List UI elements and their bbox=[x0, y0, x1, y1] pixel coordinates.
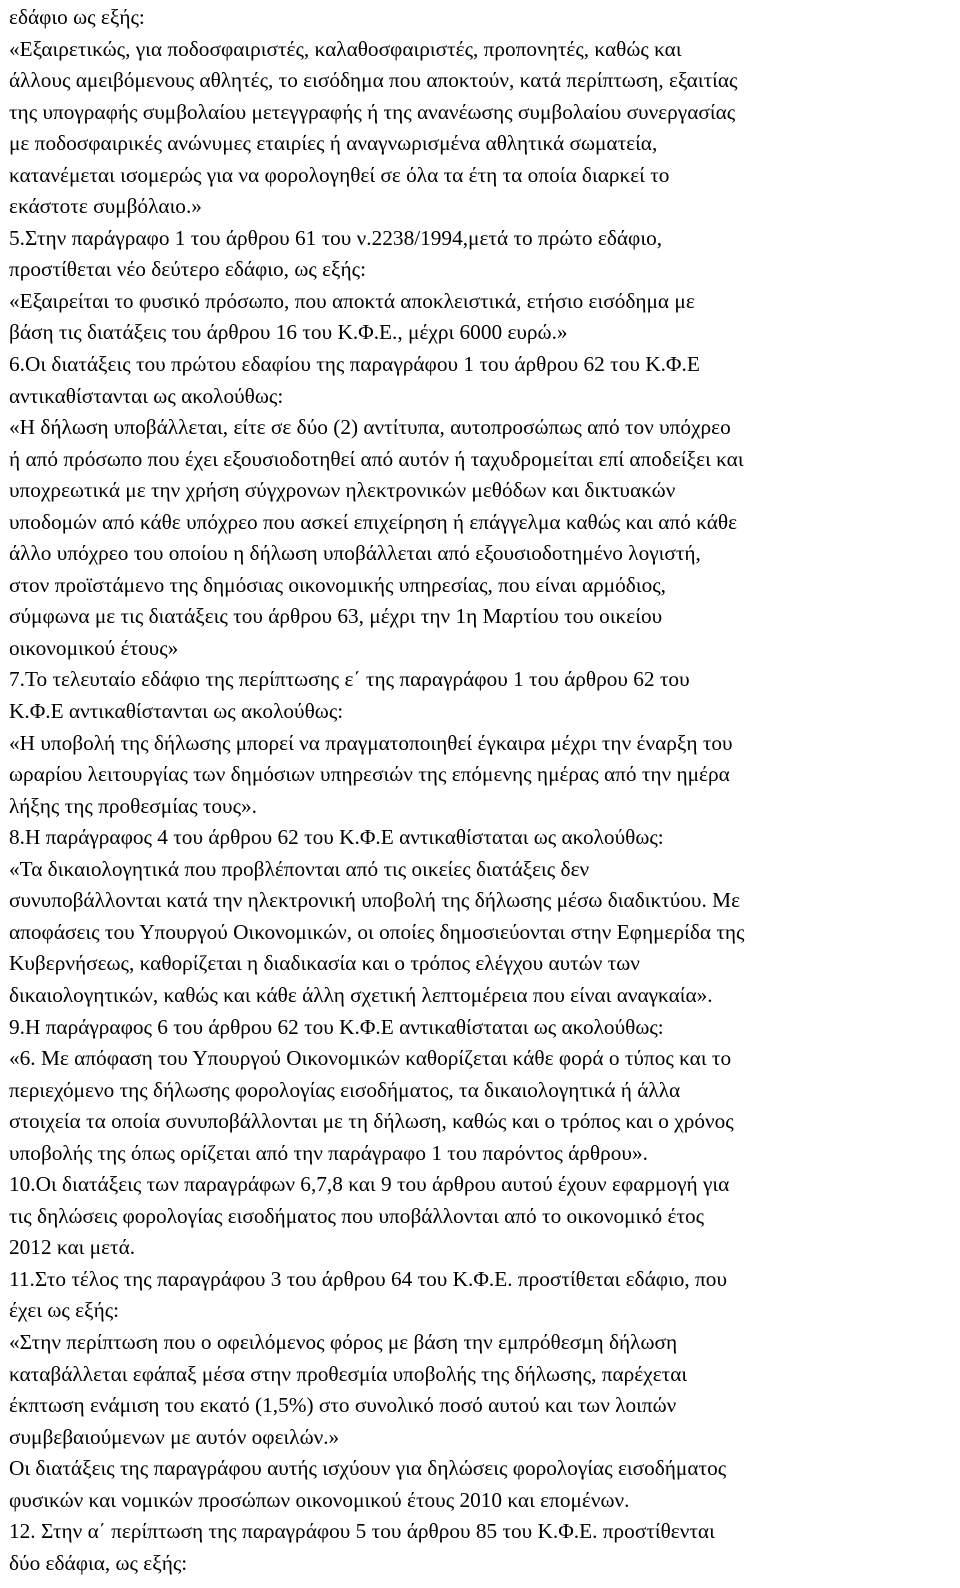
text-line: βάση τις διατάξεις του άρθρου 16 του Κ.Φ.Ε., μέχρι 6000 ευρώ.» bbox=[9, 320, 568, 345]
document-body bbox=[9, 2, 954, 1579]
text-line: έχει ως εξής: bbox=[9, 1298, 120, 1323]
text-line: σύμφωνα με τις διατάξεις του άρθρου 63, μέχρι την 1η Μαρτίου του οικείου bbox=[9, 604, 663, 629]
text-line: κατανέμεται ισομερώς για να φορολογηθεί σε όλα τα έτη τα οποία διαρκεί το bbox=[9, 162, 670, 187]
text-line: «Στην περίπτωση που ο οφειλόμενος φόρος με βάση την εμπρόθεσμη δήλωση bbox=[9, 1329, 678, 1354]
text-line: συνυποβάλλονται κατά την ηλεκτρονική υποβολή της δήλωσης μέσω διαδικτύου. Με bbox=[9, 888, 741, 913]
text-line: με ποδοσφαιρικές ανώνυμες εταιρίες ή αναγνωρισμένα αθλητικά σωματεία, bbox=[9, 131, 658, 156]
text-line: 12. Στην α΄ περίπτωση της παραγράφου 5 του άρθρου 85 του Κ.Φ.Ε. προστίθενται bbox=[9, 1519, 715, 1544]
text-line: έκπτωση ενάμιση του εκατό (1,5%) στο συνολικό ποσό αυτού και των λοιπών bbox=[9, 1393, 677, 1418]
text-line: 9.Η παράγραφος 6 του άρθρου 62 του Κ.Φ.Ε αντικαθίσταται ως ακολούθως: bbox=[9, 1014, 664, 1039]
text-line: φυσικών και νομικών προσώπων οικονομικού έτους 2010 και επομένων. bbox=[9, 1487, 630, 1512]
text-line: οικονομικού έτους» bbox=[9, 635, 179, 660]
text-line: ή από πρόσωπο που έχει εξουσιοδοτηθεί από αυτόν ή ταχυδρομείται επί αποδείξει και bbox=[9, 446, 744, 471]
text-line: αποφάσεις του Υπουργού Οικονομικών, οι οποίες δημοσιεύονται στην Εφημερίδα της bbox=[9, 919, 745, 944]
text-line: 5.Στην παράγραφο 1 του άρθρου 61 του ν.2238/1994,μετά το πρώτο εδάφιο, bbox=[9, 225, 663, 250]
text-line: καταβάλλεται εφάπαξ μέσα στην προθεσμία υποβολής της δήλωσης, παρέχεται bbox=[9, 1361, 688, 1386]
text-line: 6.Οι διατάξεις του πρώτου εδαφίου της παραγράφου 1 του άρθρου 62 του Κ.Φ.Ε bbox=[9, 352, 700, 377]
text-line: της υπογραφής συμβολαίου μετεγγραφής ή της ανανέωσης συμβολαίου συνεργασίας bbox=[9, 99, 736, 124]
text-line: «Η δήλωση υποβάλλεται, είτε σε δύο (2) αντίτυπα, αυτοπροσώπως από τον υπόχρεο bbox=[9, 415, 731, 440]
text-line: 8.Η παράγραφος 4 του άρθρου 62 του Κ.Φ.Ε αντικαθίσταται ως ακολούθως: bbox=[9, 825, 664, 850]
text-line: 10.Οι διατάξεις των παραγράφων 6,7,8 και 9 του άρθρου αυτού έχουν εφαρμογή για bbox=[9, 1172, 730, 1197]
text-line: δύο εδάφια, ως εξής: bbox=[9, 1550, 188, 1575]
text-line: δικαιολογητικών, καθώς και κάθε άλλη σχετική λεπτομέρεια που είναι αναγκαία». bbox=[9, 982, 713, 1007]
text-line: υποβολής της όπως ορίζεται από την παράγραφο 1 του παρόντος άρθρου». bbox=[9, 1140, 648, 1165]
text-line: προστίθεται νέο δεύτερο εδάφιο, ως εξής: bbox=[9, 257, 367, 282]
text-line: εδάφιο ως εξής: bbox=[9, 5, 145, 29]
text-line: τις δηλώσεις φορολογίας εισοδήματος που υποβάλλονται από το οικονομικό έτος bbox=[9, 1203, 705, 1228]
text-line: περιεχόμενο της δήλωσης φορολογίας εισοδήματος, τα δικαιολογητικά ή άλλα bbox=[9, 1077, 681, 1102]
text-line: 11.Στο τέλος της παραγράφου 3 του άρθρου 64 του Κ.Φ.Ε. προστίθεται εδάφιο, που bbox=[9, 1266, 728, 1291]
text-line: λήξης της προθεσμίας τους». bbox=[9, 793, 257, 818]
text-line: Κυβερνήσεως, καθορίζεται η διαδικασία και ο τρόπος ελέγχου αυτών των bbox=[9, 951, 640, 976]
text-line: υποδομών από κάθε υπόχρεο που ασκεί επιχείρηση ή επάγγελμα καθώς και από κάθε bbox=[9, 509, 738, 534]
text-line: εκάστοτε συμβόλαιο.» bbox=[9, 194, 202, 219]
text-line: «Τα δικαιολογητικά που προβλέπονται από τις οικείες διατάξεις δεν bbox=[9, 856, 590, 881]
text-line: στοιχεία τα οποία συνυποβάλλονται με τη δήλωση, καθώς και ο τρόπος και ο χρόνος bbox=[9, 1109, 734, 1134]
text-line: «Η υποβολή της δήλωσης μπορεί να πραγματοποιηθεί έγκαιρα μέχρι την έναρξη του bbox=[9, 730, 733, 755]
text-line: «Εξαιρετικώς, για ποδοσφαιριστές, καλαθοσφαιριστές, προπονητές, καθώς και bbox=[9, 36, 682, 61]
text-line: άλλο υπόχρεο του οποίου η δήλωση υποβάλλεται από εξουσιοδοτημένο λογιστή, bbox=[9, 541, 701, 566]
text-line: στον προϊστάμενο της δημόσιας οικονομικής υπηρεσίας, που είναι αρμόδιος, bbox=[9, 572, 666, 597]
text-line: άλλους αμειβόμενους αθλητές, το εισόδημα που αποκτούν, κατά περίπτωση, εξαιτίας bbox=[9, 68, 738, 93]
text-line: 2012 και μετά. bbox=[9, 1235, 136, 1260]
text-line: «Εξαιρείται το φυσικό πρόσωπο, που αποκτά αποκλειστικά, ετήσιο εισόδημα με bbox=[9, 288, 695, 313]
text-line: 7.Το τελευταίο εδάφιο της περίπτωσης ε΄ της παραγράφου 1 του άρθρου 62 του bbox=[9, 667, 690, 692]
text-line: Οι διατάξεις της παραγράφου αυτής ισχύουν για δηλώσεις φορολογίας εισοδήματος bbox=[9, 1456, 727, 1481]
text-line: υποχρεωτικά με την χρήση σύγχρονων ηλεκτρονικών μεθόδων και δικτυακών bbox=[9, 478, 676, 503]
text-line: συμβεβαιούμενων με αυτόν οφειλών.» bbox=[9, 1424, 340, 1449]
text-line: «6. Με απόφαση του Υπουργού Οικονομικών καθορίζεται κάθε φορά ο τύπος και το bbox=[9, 1046, 732, 1071]
text-line: Κ.Φ.Ε αντικαθίστανται ως ακολούθως: bbox=[9, 699, 344, 724]
text-line: ωραρίου λειτουργίας των δημόσιων υπηρεσιών της επόμενης ημέρας από την ημέρα bbox=[9, 762, 730, 787]
text-line: αντικαθίστανται ως ακολούθως: bbox=[9, 383, 284, 408]
